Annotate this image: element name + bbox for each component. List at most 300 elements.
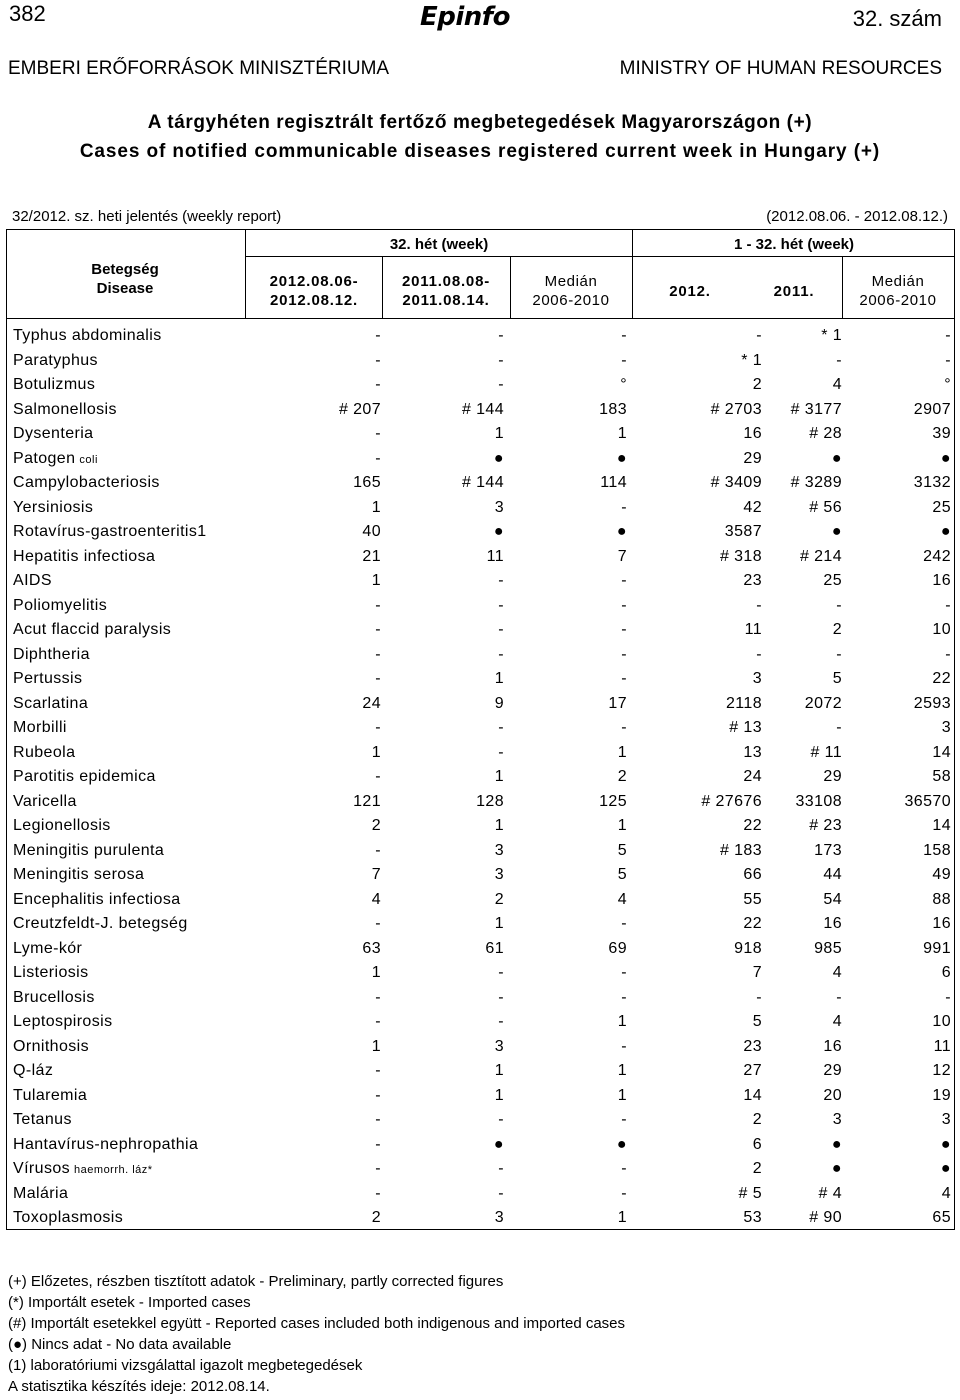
cell-value: 2 (617, 768, 627, 785)
cell-value: 54 (823, 890, 842, 908)
group-header-cumulative: 1 - 32. hét (week) (733, 236, 855, 253)
cell-value: 3 (494, 1209, 504, 1226)
disease-name (13, 1062, 53, 1080)
cell-value: 3 (752, 670, 762, 687)
table-row (6, 546, 954, 571)
cell-value: 2 (752, 1111, 762, 1128)
disease-name (13, 327, 162, 345)
footnote: (*) Importált esetek - Imported cases (8, 1294, 251, 1311)
cell-value: # 11 (810, 743, 842, 761)
cell-value: 14 (743, 1086, 762, 1104)
cell-value: 9 (494, 694, 504, 712)
cell-value: - (621, 596, 627, 614)
cell-value: ● (616, 1135, 627, 1153)
title-hu: A tárgyhéten regisztrált fertőző megbetegedések Magyarországon (+) (147, 112, 813, 133)
disease-name (13, 499, 93, 517)
cell-value: 1 (617, 1086, 627, 1104)
cell-value: 2 (494, 890, 504, 908)
col-header-week-median (512, 272, 630, 310)
cell-value: 242 (923, 547, 951, 565)
cell-value: # 3289 (790, 474, 842, 491)
title-en: Cases of notified communicable diseases registered current week in Hungary (+) (79, 141, 881, 162)
table-row (6, 1183, 954, 1208)
cell-value: - (945, 327, 951, 344)
disease-name (13, 425, 93, 443)
cell-value: ● (493, 523, 504, 540)
disease-name (13, 352, 98, 370)
disease-name-text: Toxoplasmosis (13, 1209, 124, 1226)
cell-value: ● (616, 523, 627, 540)
cell-value: - (375, 425, 381, 442)
disease-name (13, 1038, 89, 1056)
cell-value: 65 (932, 1209, 951, 1226)
table-row (6, 791, 954, 816)
cell-value: 2 (752, 376, 762, 393)
cell-value: 23 (743, 572, 762, 589)
cell-value: 3 (494, 866, 504, 883)
table-row (6, 864, 954, 889)
table-row (6, 987, 954, 1012)
cell-value: 173 (814, 841, 842, 859)
cell-value: - (375, 1062, 381, 1079)
disease-name-text: Encephalitis infectiosa (13, 890, 181, 908)
disease-name-text: Pertussis (13, 670, 83, 687)
disease-name (13, 1087, 87, 1105)
cell-value: ● (616, 449, 627, 467)
cell-value: - (621, 572, 627, 589)
disease-name-text: AIDS (13, 572, 52, 589)
cell-value: 918 (734, 939, 762, 957)
cell-value: - (375, 988, 381, 1006)
cell-value: ● (940, 1135, 951, 1153)
group-week-underline (246, 256, 632, 257)
disease-name-text: Rubeola (13, 743, 76, 761)
disease-name (13, 523, 207, 541)
table-row (6, 962, 954, 987)
cell-value: - (375, 1184, 381, 1202)
cell-value: 114 (600, 474, 627, 491)
cell-value: 1 (494, 768, 504, 785)
cell-value: 1 (494, 1086, 504, 1104)
cell-value: 1 (494, 1062, 504, 1079)
cell-value: # 90 (809, 1209, 842, 1226)
table-row (6, 644, 954, 669)
footnote: (+) Előzetes, részben tisztított adatok - Preliminary, partly corrected figures (8, 1273, 504, 1290)
cell-value: 1 (494, 915, 504, 932)
col-header-cum-median (844, 272, 952, 310)
cell-value: # 3177 (790, 400, 842, 418)
cell-value: # 28 (809, 425, 842, 442)
cell-value: 21 (362, 547, 381, 565)
cell-value: # 318 (719, 547, 762, 565)
cell-value: 22 (932, 670, 951, 687)
cell-value: - (836, 596, 842, 614)
cell-value: - (375, 351, 381, 369)
disease-name (13, 719, 67, 737)
disease-name-text: Salmonellosis (13, 400, 117, 418)
cell-value: - (621, 327, 627, 344)
disease-name-text: Vírusos (13, 1160, 71, 1177)
cell-value: - (621, 670, 627, 687)
col-header-line: 2006-2010 (532, 292, 610, 309)
cell-value: - (498, 1160, 504, 1177)
cell-value: 3132 (913, 474, 951, 491)
disease-column-header (60, 260, 190, 298)
footnotes (8, 1271, 625, 1397)
cell-value: - (375, 376, 381, 393)
cell-value: - (621, 1160, 627, 1177)
table-row (6, 693, 954, 718)
col-header-line: 2012.08.12. (269, 292, 359, 309)
cell-value: - (836, 645, 842, 663)
col-header-line: 2012.08.06- (269, 273, 359, 290)
disease-name (13, 989, 95, 1007)
cell-value: 4 (832, 376, 842, 393)
col-header-cum-2012: 2012. (669, 283, 711, 300)
cell-value: 3 (494, 498, 504, 516)
table-row (6, 1134, 954, 1159)
cell-value: 5 (617, 866, 627, 883)
cell-value: 991 (923, 939, 951, 957)
col-header-cum-2011: 2011. (773, 283, 815, 300)
cell-value: 17 (608, 694, 627, 712)
cell-value: - (375, 719, 381, 736)
cell-value: 63 (362, 939, 381, 957)
cell-value: 40 (362, 523, 381, 540)
table-row (6, 350, 954, 375)
cell-value: - (621, 1037, 627, 1055)
cell-value: 2907 (913, 400, 951, 418)
cell-value: 1 (371, 964, 381, 981)
cell-value: ● (831, 1160, 842, 1177)
cell-value: 69 (608, 939, 627, 957)
cell-value: - (498, 327, 504, 344)
cell-value: 125 (599, 792, 627, 810)
cell-value: - (498, 621, 504, 638)
disease-name (13, 1160, 153, 1178)
disease-name-text: Scarlatina (13, 694, 89, 712)
disease-header-en: Disease (96, 280, 154, 297)
cell-value: 61 (485, 939, 504, 957)
disease-name (13, 376, 95, 394)
cell-value: 6 (752, 1135, 762, 1153)
cell-value: 3 (832, 1111, 842, 1128)
disease-name (13, 450, 98, 468)
cell-value: 1 (371, 743, 381, 761)
cell-value: 33108 (795, 792, 842, 810)
cell-value: 55 (743, 890, 762, 908)
cell-value: - (498, 572, 504, 589)
cell-value: 4 (371, 890, 381, 908)
cell-value: ° (620, 376, 627, 393)
col-header-line: 2011.08.14. (402, 292, 490, 309)
cell-value: 16 (743, 425, 762, 442)
cell-value: - (836, 988, 842, 1006)
cell-value: - (945, 988, 951, 1006)
cell-value: - (375, 915, 381, 932)
cell-value: 42 (743, 498, 762, 516)
disease-name-text: Rotavírus-gastroenteritis1 (13, 523, 207, 540)
cell-value: 1 (617, 1013, 627, 1030)
cell-value: ● (493, 449, 504, 467)
cell-value: - (621, 915, 627, 932)
ministry-name-hu: EMBERI ERŐFORRÁSOK MINISZTÉRIUMA (8, 58, 390, 79)
cell-value: - (836, 351, 842, 369)
group-header-week: 32. hét (week) (389, 236, 489, 253)
disease-name-text: Morbilli (13, 719, 67, 736)
cell-value: 2 (371, 817, 381, 834)
cell-value: - (498, 376, 504, 393)
table-row (6, 889, 954, 914)
cell-value: 4 (832, 1013, 842, 1030)
cell-value: * 1 (741, 351, 762, 369)
cell-value: - (621, 1111, 627, 1128)
cell-value: - (945, 645, 951, 663)
cell-value: 24 (362, 694, 381, 712)
cell-value: # 5 (738, 1184, 762, 1202)
cell-value: - (621, 498, 627, 516)
cell-value: 3 (494, 841, 504, 859)
disease-name-text: Varicella (13, 792, 77, 810)
disease-name (13, 744, 75, 762)
cell-value: - (621, 351, 627, 369)
cell-value: - (945, 351, 951, 369)
table-row (6, 521, 954, 546)
cell-value: - (836, 719, 842, 736)
table-row (6, 374, 954, 399)
cell-value: # 3409 (710, 474, 762, 491)
cell-value: 29 (823, 1062, 842, 1079)
cell-value: - (375, 645, 381, 663)
cell-value: ● (493, 1135, 504, 1153)
cell-value: - (375, 1111, 381, 1128)
disease-name-text: Poliomyelitis (13, 596, 108, 614)
disease-name-text: Parotitis epidemica (13, 768, 156, 785)
cell-value: - (375, 596, 381, 614)
cell-value: 5 (752, 1013, 762, 1030)
cell-value: 158 (923, 841, 951, 859)
cell-value: 3 (494, 1037, 504, 1055)
disease-name (13, 768, 156, 786)
cell-value: - (498, 1184, 504, 1202)
cell-value: - (621, 621, 627, 638)
cell-value: 1 (617, 743, 627, 761)
cell-value: - (756, 327, 762, 344)
disease-name (13, 1111, 72, 1129)
cell-value: 985 (814, 939, 842, 957)
disease-name-text: Tetanus (13, 1111, 72, 1128)
cell-value: - (375, 621, 381, 638)
disease-name-text: Diphtheria (13, 645, 90, 663)
disease-name (13, 915, 188, 933)
disease-name-text: Botulizmus (13, 376, 96, 393)
table-row (6, 717, 954, 742)
table-row (6, 742, 954, 767)
cell-value: 27 (743, 1062, 762, 1079)
disease-name (13, 964, 89, 982)
disease-name-text: Dysenteria (13, 425, 94, 442)
cell-value: 128 (476, 792, 504, 810)
disease-name-text: Tularemia (13, 1086, 88, 1104)
cell-value: 2 (832, 621, 842, 638)
table-row (6, 325, 954, 350)
table-row (6, 1207, 954, 1232)
disease-name-text: Ornithosis (13, 1037, 90, 1055)
disease-name-text: Lyme-kór (13, 939, 83, 957)
cell-value: - (621, 1184, 627, 1202)
col-header-week-2011 (384, 272, 508, 310)
table-row (6, 1109, 954, 1134)
cell-value: 12 (932, 1062, 951, 1079)
cell-value: - (756, 596, 762, 614)
cell-value: 2072 (804, 694, 842, 712)
cell-value: 3587 (724, 523, 762, 540)
table-row (6, 815, 954, 840)
disease-name-text: Campylobacteriosis (13, 474, 160, 491)
cell-value: # 2703 (710, 400, 762, 418)
cell-value: - (375, 670, 381, 687)
col-header-line: Medián (544, 273, 598, 290)
table-row (6, 840, 954, 865)
report-label: 32/2012. sz. heti jelentés (weekly report) (12, 208, 282, 225)
disease-name-suffix: coli (79, 453, 98, 466)
table-right-border (954, 229, 955, 1230)
footnote: (#) Importált esetekkel együtt - Reported cases included both indigenous and imported cases (8, 1315, 626, 1332)
cell-value: 3 (941, 1111, 951, 1128)
disease-name-text: Yersiniosis (13, 498, 94, 516)
cell-value: 5 (832, 670, 842, 687)
disease-name (13, 474, 160, 492)
cell-value: 1 (617, 425, 627, 442)
cell-value: 1 (617, 817, 627, 834)
cell-value: 14 (932, 743, 951, 761)
cell-value: - (375, 449, 381, 467)
cell-value: ● (831, 523, 842, 540)
table-row (6, 619, 954, 644)
table-row (6, 1158, 954, 1183)
cell-value: 1 (371, 1037, 381, 1055)
cell-value: 165 (353, 474, 381, 491)
cell-value: # 4 (818, 1184, 842, 1202)
cell-value: - (375, 1013, 381, 1030)
disease-name (13, 1013, 112, 1031)
disease-name (13, 646, 90, 664)
col-header-line: 2011.08.08- (401, 273, 491, 290)
cell-value: # 23 (809, 817, 842, 834)
table-row (6, 423, 954, 448)
cell-value: 16 (823, 915, 842, 932)
cell-value: # 13 (729, 719, 762, 736)
cell-value: - (621, 645, 627, 663)
disease-name (13, 1185, 68, 1203)
cell-value: - (375, 1135, 381, 1153)
cell-value: 1 (371, 498, 381, 516)
cell-value: 29 (743, 449, 762, 467)
table-row (6, 1085, 954, 1110)
cell-value: 2118 (725, 694, 762, 712)
header-divider (382, 256, 383, 319)
cell-value: ° (944, 376, 951, 393)
cell-value: ● (940, 1160, 951, 1177)
cell-value: - (621, 719, 627, 736)
cell-value: 2 (752, 1160, 762, 1177)
disease-name (13, 597, 107, 615)
disease-name-suffix: haemorrh. láz* (74, 1164, 153, 1176)
cell-value: 24 (743, 768, 762, 785)
cell-value: * 1 (821, 327, 842, 344)
cell-value: - (375, 1086, 381, 1104)
disease-name-text: Meningitis purulenta (13, 841, 165, 859)
cell-value: 16 (932, 572, 951, 589)
epinfo-logo: Epinfo (420, 2, 510, 32)
disease-name-text: Acut flaccid paralysis (13, 621, 172, 638)
table-row (6, 1060, 954, 1085)
disease-name-text: Legionellosis (13, 817, 111, 834)
col-header-week-2012 (248, 272, 380, 310)
disease-name (13, 548, 155, 566)
cell-value: ● (940, 523, 951, 540)
table-row (6, 472, 954, 497)
cell-value: # 214 (799, 547, 842, 565)
cell-value: 7 (371, 866, 381, 883)
cell-value: # 144 (461, 474, 504, 491)
table-row (6, 399, 954, 424)
cell-value: 1 (617, 1209, 627, 1226)
cell-value: 1 (371, 572, 381, 589)
cell-value: - (375, 841, 381, 859)
cell-value: 11 (486, 547, 504, 565)
cell-value: - (498, 1111, 504, 1128)
disease-name-text: Malária (13, 1184, 69, 1202)
cell-value: 25 (932, 498, 951, 516)
disease-name (13, 401, 117, 419)
cell-value: 16 (932, 915, 951, 932)
page-number: 382 (9, 1, 46, 26)
group-cum-underline (633, 256, 955, 257)
cell-value: - (621, 988, 627, 1006)
table-row (6, 668, 954, 693)
disease-name (13, 670, 82, 688)
disease-name (13, 891, 181, 909)
footnote: (●) Nincs adat - No data available (8, 1336, 232, 1353)
cell-value: 1 (617, 1062, 627, 1079)
cell-value: - (375, 1160, 381, 1177)
cell-value: # 27676 (701, 792, 762, 810)
header-divider (510, 256, 511, 319)
cell-value: ● (831, 1135, 842, 1153)
disease-name (13, 621, 171, 639)
col-header-line: Medián (871, 273, 925, 290)
disease-name-text: Q-láz (13, 1062, 54, 1079)
disease-name-text: Hantavírus-nephropathia (13, 1135, 199, 1153)
table-row (6, 570, 954, 595)
cell-value: 53 (743, 1209, 762, 1226)
cell-value: 7 (617, 547, 627, 565)
cell-value: 16 (823, 1037, 842, 1055)
disease-name (13, 572, 52, 590)
disease-name-text: Creutzfeldt-J. betegség (13, 915, 188, 932)
cell-value: 10 (932, 1013, 951, 1030)
disease-name (13, 866, 144, 884)
cell-value: - (498, 988, 504, 1006)
cell-value: # 183 (719, 841, 762, 859)
cell-value: 3 (941, 719, 951, 736)
table-row (6, 448, 954, 473)
table-row (6, 1036, 954, 1061)
cell-value: 4 (832, 964, 842, 981)
header-bottom-border (6, 318, 955, 319)
cell-value: 11 (933, 1037, 951, 1055)
